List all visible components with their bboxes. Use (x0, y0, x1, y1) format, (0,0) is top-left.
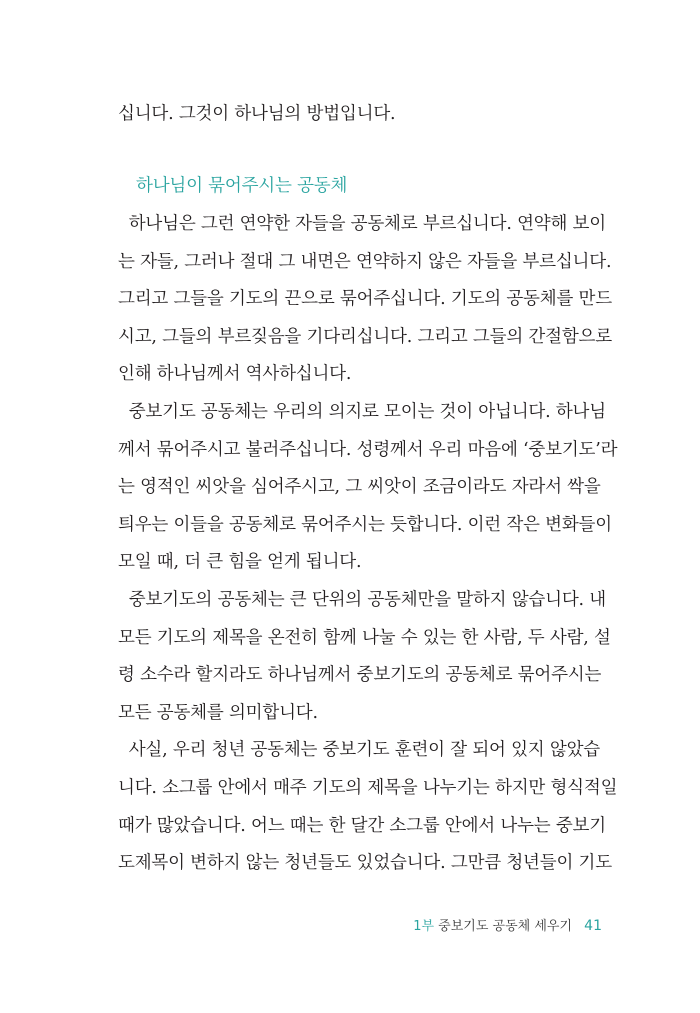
text-line: 모일 때, 더 큰 힘을 얻게 됩니다. (118, 552, 362, 573)
body-text-block (118, 206, 618, 883)
footer-part-label: 1부 (413, 919, 435, 934)
text-line: 중보기도의 공동체는 큰 단위의 공동체만을 말하지 않습니다. 내 (118, 589, 606, 610)
text-line: 인해 하나님께서 역사하십니다. (118, 364, 352, 385)
body-paragraph-continued (118, 96, 618, 134)
text-line: 시고, 그들의 부르짖음을 기다리십니다. 그리고 그들의 간절함으로 (118, 326, 612, 347)
running-footer (413, 915, 602, 934)
text-line: 께서 묶어주시고 불러주십니다. 성령께서 우리 마음에 ‘중보기도’라 (118, 439, 618, 460)
text-line: 사실, 우리 청년 공동체는 중보기도 훈련이 잘 되어 있지 않았습 (118, 740, 600, 761)
section-heading: 하나님이 묶어주시는 공동체 (136, 176, 348, 196)
text-line: 십니다. 그것이 하나님의 방법입니다. (118, 104, 396, 124)
text-line: 는 영적인 씨앗을 심어주시고, 그 씨앗이 조금이라도 자라서 싹을 (118, 477, 601, 498)
text-line: 니다. 소그룹 안에서 매주 기도의 제목을 나누기는 하지만 형식적일 (118, 777, 618, 798)
text-line: 틔우는 이들을 공동체로 묶어주시는 듯합니다. 이런 작은 변화들이 (118, 514, 612, 535)
text-line: 하나님은 그런 연약한 자들을 공동체로 부르십니다. 연약해 보이 (118, 214, 606, 234)
footer-chapter-title: 중보기도 공동체 세우기 (438, 919, 573, 934)
text-line: 중보기도 공동체는 우리의 의지로 모이는 것이 아닙니다. 하나님 (118, 401, 606, 422)
page-number: 41 (584, 918, 602, 934)
text-line: 도제목이 변하지 않는 청년들도 있었습니다. 그만큼 청년들이 기도 (118, 853, 612, 874)
text-line: 그리고 그들을 기도의 끈으로 묶어주십니다. 기도의 공동체를 만드 (118, 289, 612, 310)
text-line: 모든 공동체를 의미합니다. (118, 702, 318, 723)
text-line: 는 자들, 그러나 절대 그 내면은 연약하지 않은 자들을 부르십니다. (118, 251, 612, 272)
text-line: 모든 기도의 제목을 온전히 함께 나눌 수 있는 한 사람, 두 사람, 설 (118, 627, 611, 648)
text-line: 때가 많았습니다. 어느 때는 한 달간 소그룹 안에서 나누는 중보기 (118, 815, 606, 836)
text-line: 령 소수라 할지라도 하나님께서 중보기도의 공동체로 묶어주시는 (118, 665, 602, 686)
